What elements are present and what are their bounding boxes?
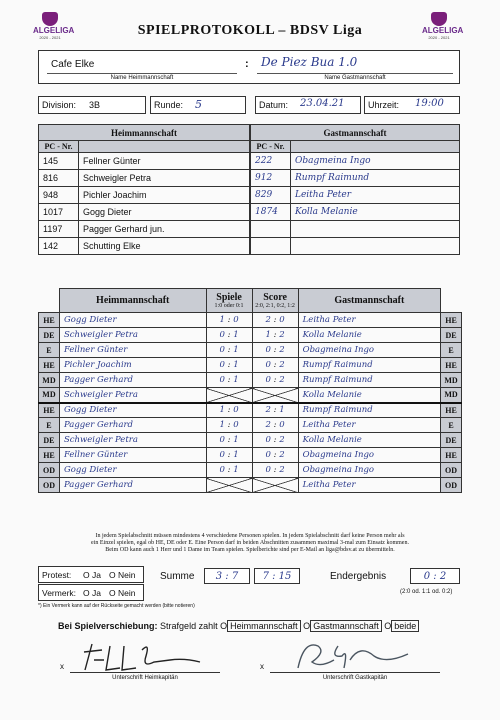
- score-sep: :: [270, 435, 280, 445]
- away-players-table: [250, 124, 460, 255]
- game-row: [39, 313, 462, 328]
- score-crossed-cell: [252, 478, 298, 493]
- game-score[interactable]: [252, 358, 298, 373]
- game-home-player[interactable]: Pagger Gerhard: [59, 418, 206, 433]
- away-signature: [290, 638, 420, 672]
- endergebnis-note: (2:0 od. 1:1 od. 0:2): [400, 589, 453, 595]
- game-home-player[interactable]: Schweigler Petra: [59, 433, 206, 448]
- protest-nein[interactable]: O Nein: [109, 570, 136, 580]
- game-type-right: DE: [441, 328, 462, 343]
- game-spiele[interactable]: [206, 448, 252, 463]
- home-player-row: [39, 170, 250, 187]
- score-home[interactable]: 0: [265, 465, 271, 475]
- spiele-away[interactable]: 1: [233, 465, 239, 475]
- spiele-home[interactable]: 1: [219, 405, 225, 416]
- games-table: [38, 288, 462, 493]
- player-name[interactable]: Kolla Melanie: [291, 204, 460, 221]
- game-away-player[interactable]: Obagmeina Ingo: [298, 463, 440, 478]
- vermerk-ja[interactable]: O Ja: [83, 588, 101, 598]
- player-name[interactable]: Schutting Elke: [79, 238, 250, 255]
- spiele-crossed-cell: [206, 478, 252, 493]
- away-player-row: [251, 187, 460, 204]
- pc-number[interactable]: [251, 238, 291, 255]
- game-home-player[interactable]: Gogg Dieter: [59, 463, 206, 478]
- game-score[interactable]: [252, 403, 298, 418]
- spiele-crossed-cell: [206, 388, 252, 403]
- score-away[interactable]: 2: [279, 330, 285, 340]
- pc-header: PC - Nr.: [251, 141, 291, 153]
- game-type-right: OD: [441, 463, 462, 478]
- protest-label: Protest:: [42, 570, 72, 580]
- game-spiele[interactable]: [206, 343, 252, 358]
- player-name[interactable]: [291, 221, 460, 238]
- game-score[interactable]: [252, 343, 298, 358]
- time-field[interactable]: [364, 96, 460, 114]
- game-away-player[interactable]: Leitha Peter: [298, 478, 440, 493]
- pc-number[interactable]: 829: [251, 187, 291, 204]
- score-sep: :: [270, 405, 280, 416]
- score-crossed-cell: [252, 388, 298, 403]
- score-home[interactable]: 0: [265, 450, 271, 460]
- game-spiele[interactable]: [206, 358, 252, 373]
- away-team-label: Name Gastmannschaft: [324, 75, 386, 81]
- game-type-left: DE: [39, 433, 60, 448]
- sig-x-home: x: [60, 662, 64, 671]
- division-field[interactable]: [38, 96, 146, 114]
- spiele-home[interactable]: 0: [219, 345, 225, 355]
- logo-name: ALGELIGA: [33, 26, 75, 35]
- score-sep: :: [270, 330, 280, 340]
- home-player-row: [39, 187, 250, 204]
- spiele-sep: :: [224, 315, 234, 325]
- game-type-left: HE: [39, 403, 60, 418]
- score-sep: :: [270, 375, 280, 385]
- game-home-player[interactable]: Gogg Dieter: [59, 313, 206, 328]
- strafgeld-label: Strafgeld zahlt: [160, 621, 218, 631]
- away-player-row: [251, 153, 460, 170]
- spiele-away[interactable]: 1: [233, 375, 239, 385]
- rules-line-2: ein Einzel spielen, egal ob HE, DE oder E. Eine Person darf in beiden Abschnitten zusammen maximal 3-mal zum Einsatz kommen.: [91, 540, 409, 546]
- spiele-home[interactable]: 0: [219, 360, 225, 370]
- score-home[interactable]: 2: [265, 420, 271, 430]
- game-row: [39, 373, 462, 388]
- game-type-right: HE: [441, 358, 462, 373]
- spiele-home[interactable]: 0: [219, 375, 225, 385]
- game-type-right: MD: [441, 388, 462, 403]
- game-away-player[interactable]: Rumpf Raimund: [298, 373, 440, 388]
- summe-label: Summe: [160, 571, 195, 582]
- pc-number[interactable]: 1017: [39, 204, 79, 221]
- home-signature: [80, 640, 210, 674]
- game-away-player[interactable]: Rumpf Raimund: [298, 403, 440, 418]
- spiele-away[interactable]: 1: [233, 435, 239, 445]
- away-team-name[interactable]: De Piez Bua 1.0: [261, 55, 358, 69]
- spiele-away[interactable]: 0: [233, 315, 239, 325]
- spiele-home[interactable]: 0: [219, 435, 225, 445]
- spiele-away[interactable]: 1: [233, 345, 239, 355]
- player-name[interactable]: Fellner Günter: [79, 153, 250, 170]
- away-players-title: Gastmannschaft: [251, 125, 460, 141]
- spiele-away[interactable]: 1: [233, 330, 239, 340]
- date-label: Datum:: [259, 100, 289, 110]
- player-name[interactable]: Rumpf Raimund: [291, 170, 460, 187]
- game-home-player[interactable]: Fellner Günter: [59, 343, 206, 358]
- logo-years: 2020 - 2021: [39, 35, 61, 40]
- spiele-away[interactable]: 0: [233, 405, 239, 416]
- spiele-sep: :: [224, 450, 234, 460]
- radio-icon[interactable]: O: [303, 621, 311, 631]
- team-names-box: [38, 50, 460, 84]
- score-home[interactable]: 1: [265, 330, 271, 340]
- date-value: 23.04.21: [300, 98, 345, 109]
- page-title: SPIELPROTOKOLL – BDSV Liga: [137, 23, 363, 38]
- vermerk-note: *) Ein Vermerk kann auf der Rückseite gemacht werden (bitte notieren): [38, 603, 195, 609]
- game-row: [39, 328, 462, 343]
- game-away-player[interactable]: Rumpf Raimund: [298, 358, 440, 373]
- date-field[interactable]: [255, 96, 361, 114]
- game-row: [39, 343, 462, 358]
- game-spiele[interactable]: [206, 433, 252, 448]
- score-sep: :: [270, 315, 280, 325]
- game-type-left: MD: [39, 373, 60, 388]
- score-away[interactable]: 2: [279, 465, 285, 475]
- score-sub: 2:0, 2:1, 0:2, 1:2: [255, 303, 295, 309]
- game-home-player[interactable]: Gogg Dieter: [59, 403, 206, 418]
- home-player-row: [39, 238, 250, 255]
- spiele-sep: :: [224, 420, 234, 430]
- game-home-player[interactable]: Pagger Gerhard: [59, 373, 206, 388]
- game-row: [39, 463, 462, 478]
- summe-spiele[interactable]: 3 : 7: [204, 568, 250, 584]
- protest-box: [38, 566, 144, 583]
- pc-header: PC - Nr.: [39, 141, 79, 153]
- vermerk-box: [38, 584, 144, 601]
- spiele-sep: :: [224, 375, 234, 385]
- game-score[interactable]: [252, 463, 298, 478]
- spiele-home[interactable]: 1: [219, 315, 225, 325]
- home-player-row: [39, 221, 250, 238]
- game-type-left: OD: [39, 463, 60, 478]
- spiele-away[interactable]: 0: [233, 420, 239, 430]
- opt-home[interactable]: Heimmannschaft: [227, 620, 301, 632]
- team-separator: :: [245, 58, 249, 70]
- game-row: [39, 418, 462, 433]
- game-away-player[interactable]: Obagmeina Ingo: [298, 448, 440, 463]
- home-team-name[interactable]: Cafe Elke: [51, 59, 95, 70]
- round-value: 5: [195, 98, 202, 111]
- pc-number[interactable]: 912: [251, 170, 291, 187]
- game-type-left: HE: [39, 448, 60, 463]
- game-type-right: DE: [441, 433, 462, 448]
- game-away-player[interactable]: Leitha Peter: [298, 313, 440, 328]
- player-name[interactable]: Obagmeina Ingo: [291, 153, 460, 170]
- game-score[interactable]: [252, 328, 298, 343]
- score-home[interactable]: 0: [265, 375, 271, 385]
- score-home[interactable]: 0: [265, 345, 271, 355]
- player-name[interactable]: [291, 238, 460, 255]
- game-type-right: HE: [441, 448, 462, 463]
- pc-number[interactable]: 145: [39, 153, 79, 170]
- games-away-title: Gastmannschaft: [298, 289, 440, 313]
- player-name[interactable]: Pagger Gerhard jun.: [79, 221, 250, 238]
- score-sep: :: [270, 420, 280, 430]
- pc-number[interactable]: 1874: [251, 204, 291, 221]
- score-sep: :: [270, 345, 280, 355]
- game-score[interactable]: [252, 448, 298, 463]
- spiele-sep: :: [224, 330, 234, 340]
- protest-ja[interactable]: O Ja: [83, 570, 101, 580]
- home-team-label: Name Heimmannschaft: [110, 75, 174, 81]
- score-away[interactable]: 1: [279, 405, 285, 416]
- game-home-player[interactable]: Pichler Joachim: [59, 358, 206, 373]
- game-type-left: E: [39, 343, 60, 358]
- endergebnis-label: Endergebnis: [330, 571, 387, 582]
- endergebnis-value[interactable]: 0 : 2: [410, 568, 460, 584]
- opt-both[interactable]: beide: [391, 620, 419, 632]
- spiele-sub: 1:0 oder 0:1: [214, 303, 244, 309]
- round-label: Runde:: [154, 100, 184, 110]
- vermerk-nein[interactable]: O Nein: [109, 588, 136, 598]
- spiele-sep: :: [224, 435, 234, 445]
- pc-number[interactable]: 142: [39, 238, 79, 255]
- game-score[interactable]: [252, 433, 298, 448]
- sig-x-away: x: [260, 662, 264, 671]
- pc-number[interactable]: 816: [39, 170, 79, 187]
- score-home[interactable]: 0: [265, 360, 271, 370]
- home-players-title: Heimmannschaft: [39, 125, 250, 141]
- radio-icon[interactable]: O: [220, 621, 228, 631]
- spiele-away[interactable]: 1: [233, 450, 239, 460]
- away-player-row: [251, 204, 460, 221]
- score-home[interactable]: 0: [265, 435, 271, 445]
- away-player-row: [251, 221, 460, 238]
- game-type-left: MD: [39, 388, 60, 403]
- verschiebung-label: Bei Spielverschiebung:: [58, 621, 158, 631]
- game-home-player[interactable]: Fellner Günter: [59, 448, 206, 463]
- game-spiele[interactable]: [206, 373, 252, 388]
- vermerk-label: Vermerk:: [42, 588, 77, 598]
- spiele-away[interactable]: 1: [233, 360, 239, 370]
- game-row: [39, 478, 462, 493]
- logo-years: 2020 - 2021: [428, 35, 450, 40]
- game-score[interactable]: [252, 418, 298, 433]
- round-field[interactable]: [150, 96, 246, 114]
- game-type-left: OD: [39, 478, 60, 493]
- game-spiele[interactable]: [206, 403, 252, 418]
- away-player-row: [251, 170, 460, 187]
- time-value: 19:00: [415, 98, 444, 109]
- score-away[interactable]: 2: [279, 345, 285, 355]
- pc-number[interactable]: [251, 221, 291, 238]
- pc-number[interactable]: 948: [39, 187, 79, 204]
- game-score[interactable]: [252, 373, 298, 388]
- spiele-sep: :: [224, 345, 234, 355]
- home-captain-label: Unterschrift Heimkapitän: [112, 675, 178, 681]
- game-row: [39, 433, 462, 448]
- player-name[interactable]: Gogg Dieter: [79, 204, 250, 221]
- game-type-right: E: [441, 418, 462, 433]
- home-player-row: [39, 153, 250, 170]
- pc-number[interactable]: 222: [251, 153, 291, 170]
- opt-away[interactable]: Gastmannschaft: [310, 620, 382, 632]
- score-title: Score: [263, 292, 287, 303]
- score-away[interactable]: 2: [279, 435, 285, 445]
- spiele-home[interactable]: 0: [219, 465, 225, 475]
- spiele-sep: :: [224, 405, 234, 416]
- rules-line-3: Beim OD kann auch 1 Herr und 1 Dame im Team spielen. Spielberichte sind per E-Mail an liga@bdsv.at zu übermitteln.: [105, 547, 395, 553]
- time-label: Uhrzeit:: [368, 100, 400, 110]
- score-sep: :: [270, 465, 280, 475]
- player-name[interactable]: Schweigler Petra: [79, 170, 250, 187]
- game-row: [39, 448, 462, 463]
- game-row: [39, 388, 462, 403]
- spiele-home[interactable]: 0: [219, 330, 225, 340]
- game-spiele[interactable]: [206, 418, 252, 433]
- score-home[interactable]: 2: [265, 315, 271, 325]
- division-value: 3B: [89, 100, 101, 110]
- player-name[interactable]: Pichler Joachim: [79, 187, 250, 204]
- verschiebung-row: [58, 621, 419, 631]
- game-row: [39, 403, 462, 418]
- player-name[interactable]: Leitha Peter: [291, 187, 460, 204]
- away-player-row: [251, 238, 460, 255]
- score-away[interactable]: 0: [279, 315, 285, 325]
- score-away[interactable]: 2: [279, 450, 285, 460]
- home-players-table: [38, 124, 250, 255]
- score-home[interactable]: 2: [265, 405, 271, 416]
- game-type-left: DE: [39, 328, 60, 343]
- summe-score[interactable]: 7 : 15: [254, 568, 300, 584]
- spiele-sep: :: [224, 360, 234, 370]
- game-home-player[interactable]: Schweigler Petra: [59, 388, 206, 403]
- spiele-sep: :: [224, 465, 234, 475]
- score-sep: :: [270, 450, 280, 460]
- game-type-right: HE: [441, 403, 462, 418]
- game-away-player[interactable]: Leitha Peter: [298, 418, 440, 433]
- game-row: [39, 358, 462, 373]
- game-type-left: E: [39, 418, 60, 433]
- division-label: Division:: [42, 100, 77, 110]
- game-away-player[interactable]: Obagmeina Ingo: [298, 343, 440, 358]
- game-type-right: E: [441, 343, 462, 358]
- game-type-left: HE: [39, 313, 60, 328]
- spiele-home[interactable]: 1: [219, 420, 225, 430]
- game-spiele[interactable]: [206, 328, 252, 343]
- score-away[interactable]: 0: [279, 420, 285, 430]
- pc-number[interactable]: 1197: [39, 221, 79, 238]
- game-score[interactable]: [252, 313, 298, 328]
- game-type-right: HE: [441, 313, 462, 328]
- spiele-home[interactable]: 0: [219, 450, 225, 460]
- game-home-player[interactable]: Pagger Gerhard: [59, 478, 206, 493]
- radio-icon[interactable]: O: [384, 621, 392, 631]
- game-type-left: HE: [39, 358, 60, 373]
- home-player-row: [39, 204, 250, 221]
- spiele-title: Spiele: [216, 292, 242, 303]
- score-sep: :: [270, 360, 280, 370]
- score-away[interactable]: 2: [279, 360, 285, 370]
- games-home-title: Heimmannschaft: [59, 289, 206, 313]
- rules-line-1: In jedem Spielabschnitt müssen mindestens 4 verschiedene Personen spielen. In jedem Spielabschnitt darf keine Person mehr als: [95, 533, 405, 539]
- away-captain-label: Unterschrift Gastkapitän: [322, 675, 388, 681]
- logo-name: ALGELIGA: [422, 26, 464, 35]
- game-away-player[interactable]: Kolla Melanie: [298, 433, 440, 448]
- game-type-right: MD: [441, 373, 462, 388]
- score-away[interactable]: 2: [279, 375, 285, 385]
- game-spiele[interactable]: [206, 463, 252, 478]
- game-away-player[interactable]: Kolla Melanie: [298, 328, 440, 343]
- game-home-player[interactable]: Schweigler Petra: [59, 328, 206, 343]
- game-type-right: OD: [441, 478, 462, 493]
- game-spiele[interactable]: [206, 313, 252, 328]
- game-away-player[interactable]: Kolla Melanie: [298, 388, 440, 403]
